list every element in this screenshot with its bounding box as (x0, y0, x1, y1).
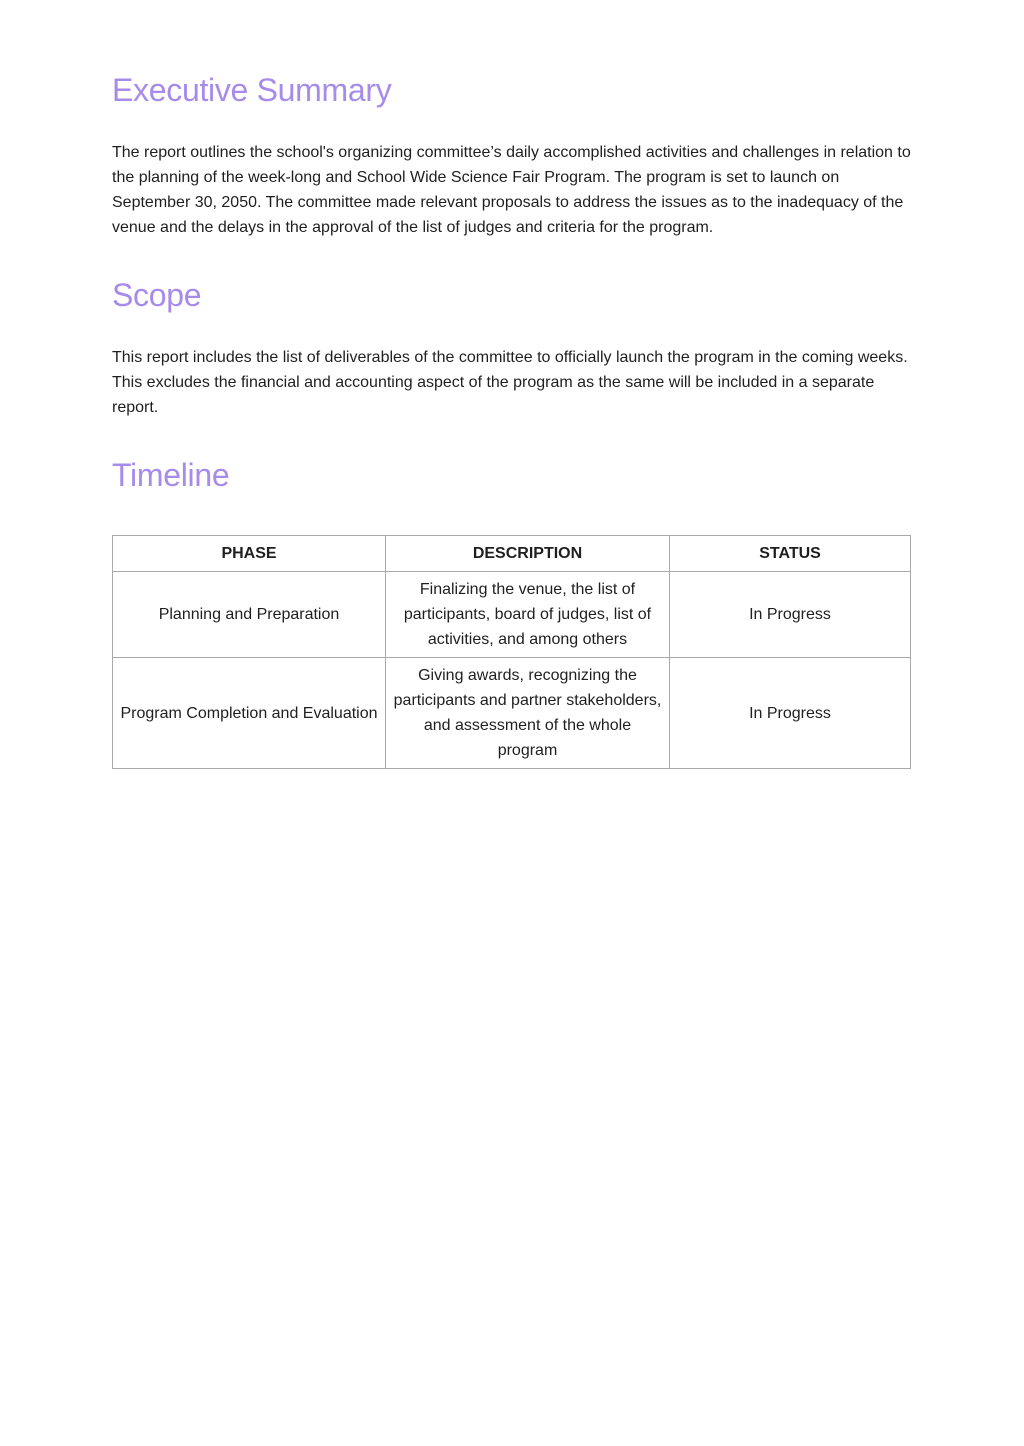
timeline-table (112, 535, 911, 769)
description-cell: Giving awards, recognizing the participants and partner stakeholders, and assessment of the whole program (386, 658, 670, 769)
scope-paragraph: This report includes the list of deliverables of the committee to officially launch the program in the coming weeks. This excludes the financial and accounting aspect of the program as the same will be included in a separate report. (112, 349, 908, 416)
table-row (113, 658, 911, 769)
column-header-status: STATUS (670, 536, 911, 572)
scope-heading: Scope (112, 277, 202, 313)
status-cell: In Progress (670, 658, 911, 769)
description-cell: Finalizing the venue, the list of participants, board of judges, list of activities, and among others (386, 572, 670, 658)
table-header-row (113, 536, 911, 572)
phase-cell: Program Completion and Evaluation (113, 658, 386, 769)
phase-cell: Planning and Preparation (113, 572, 386, 658)
column-header-phase: PHASE (113, 536, 386, 572)
timeline-heading: Timeline (112, 457, 230, 493)
executive-summary-paragraph: The report outlines the school's organizing committee’s daily accomplished activities and challenges in relation to the planning of the week-long and School Wide Science Fair Program. The program is set to launch on September 30, 2050. The committee made relevant proposals to address the issues as to the inadequacy of the venue and the delays in the approval of the list of judges and criteria for the program. (112, 144, 911, 236)
column-header-description: DESCRIPTION (386, 536, 670, 572)
table-row (113, 572, 911, 658)
status-cell: In Progress (670, 572, 911, 658)
executive-summary-heading: Executive Summary (112, 72, 392, 108)
